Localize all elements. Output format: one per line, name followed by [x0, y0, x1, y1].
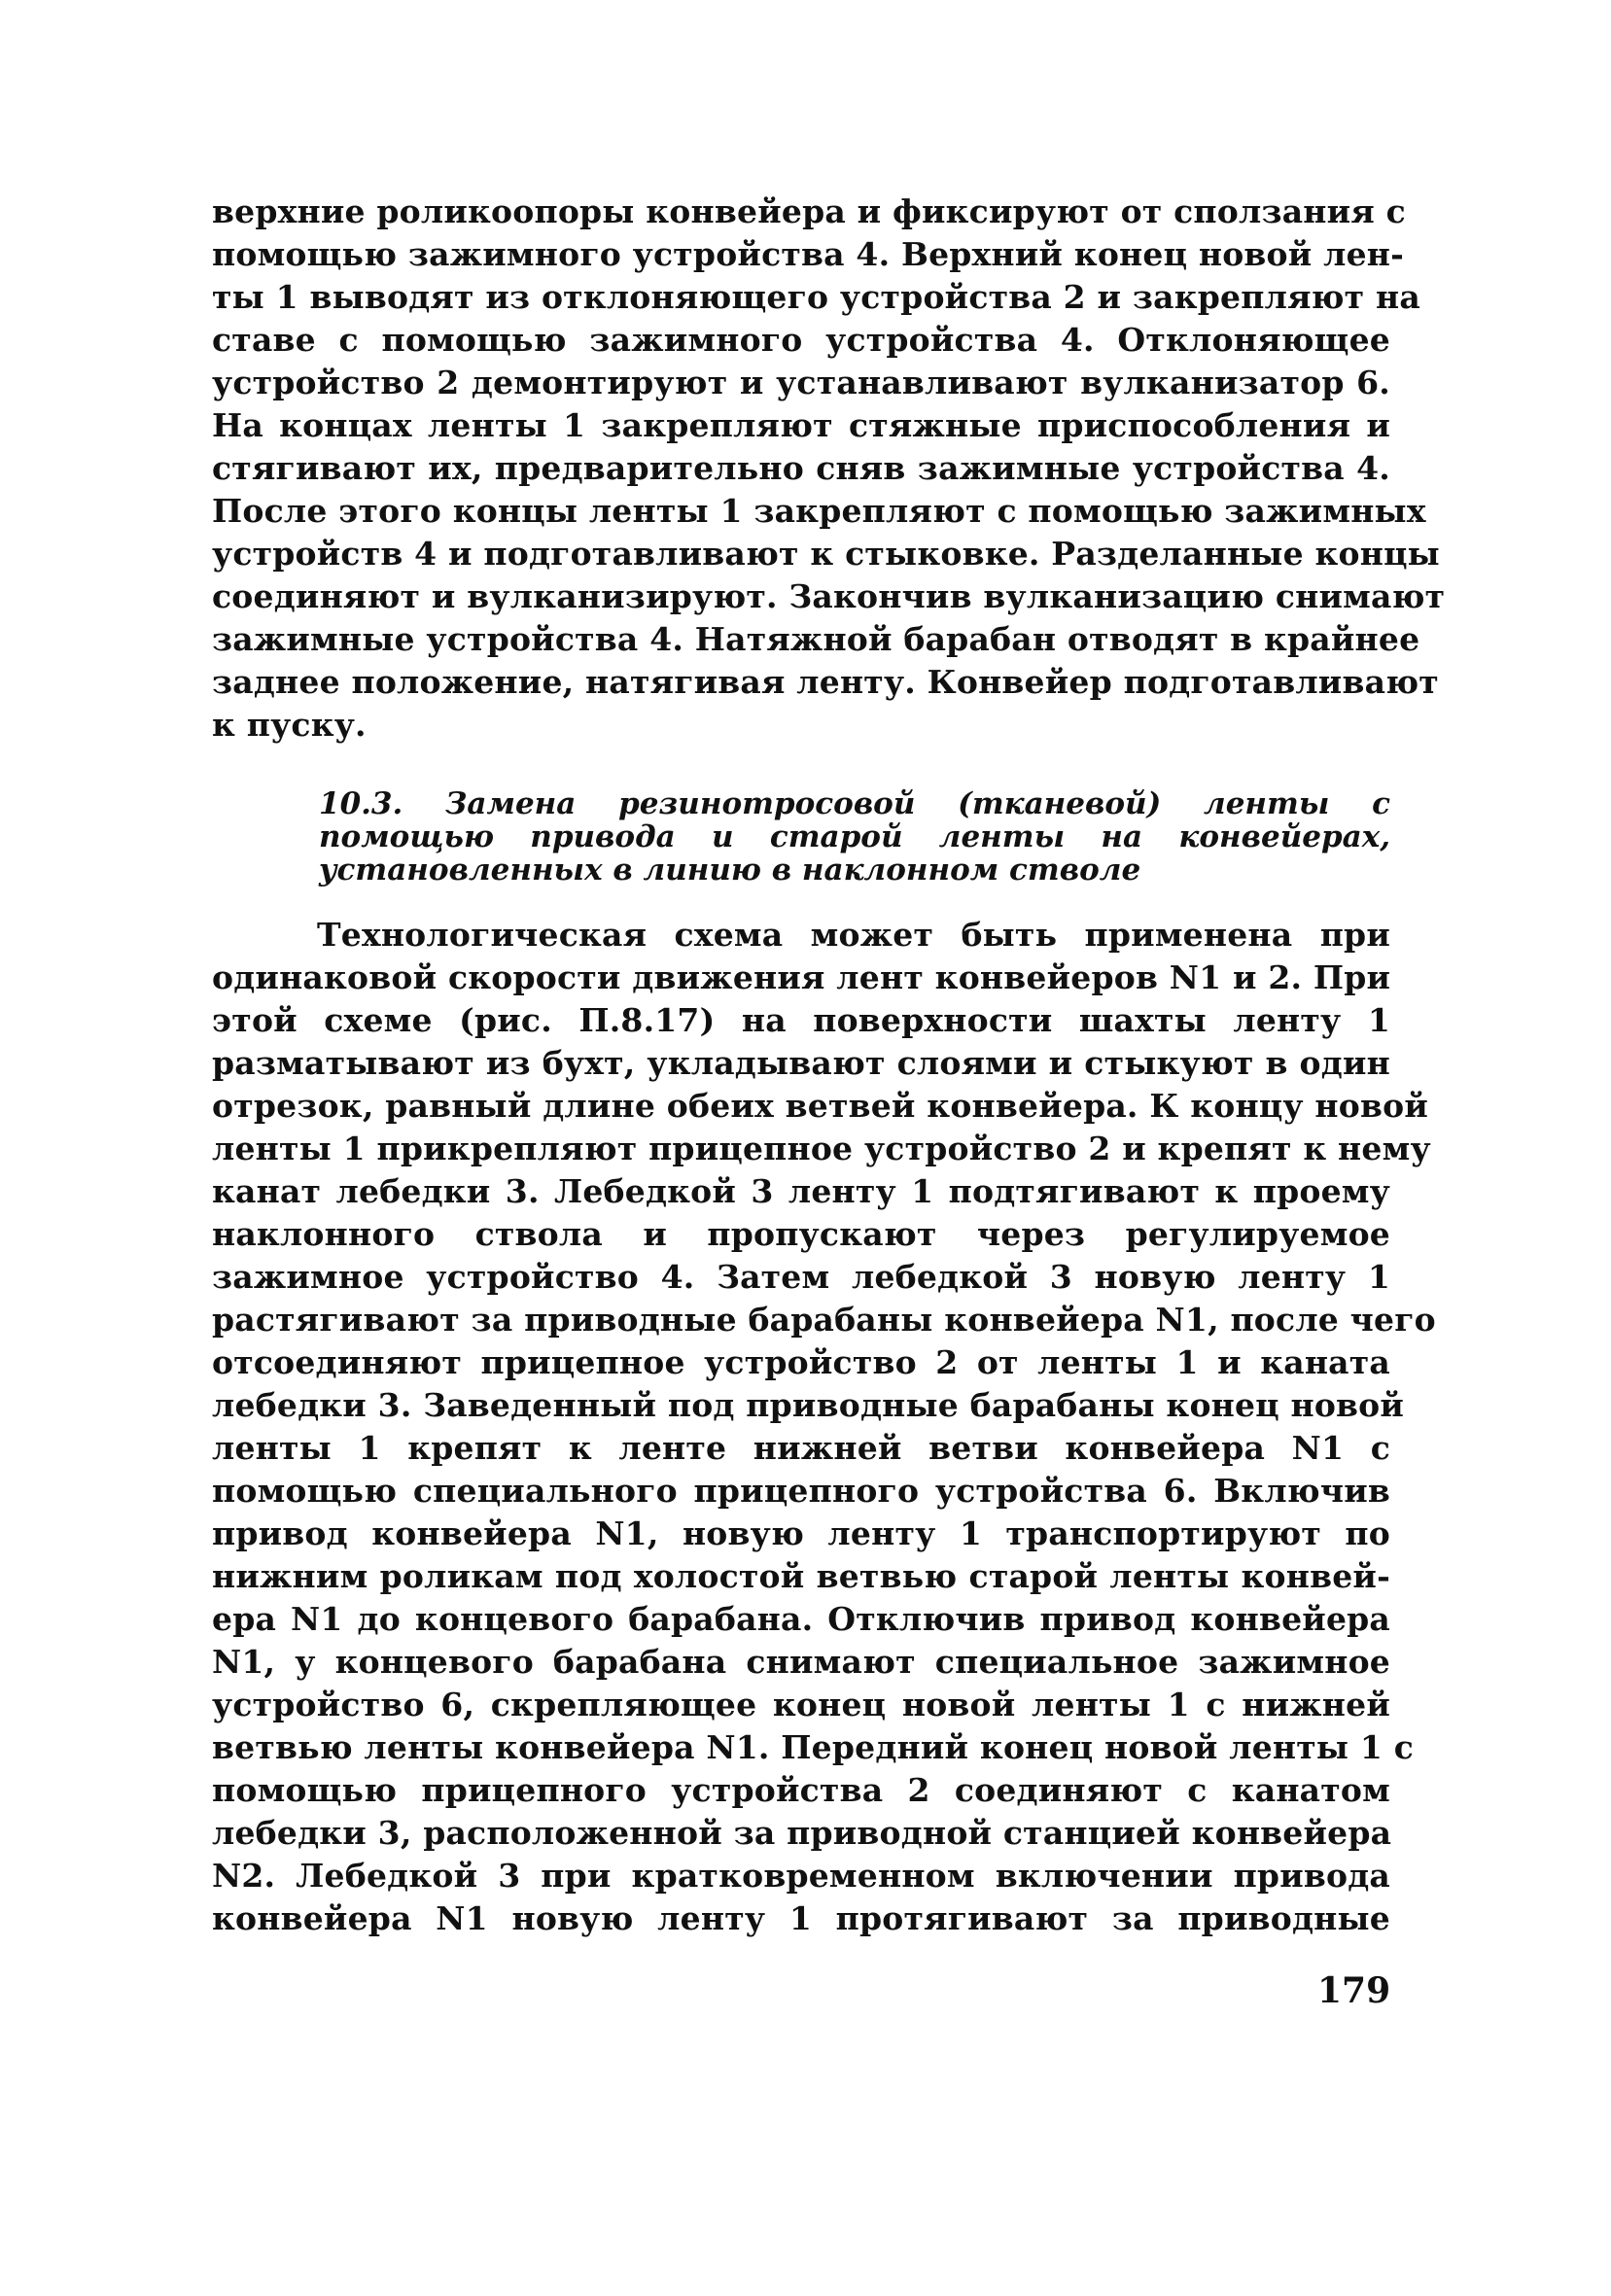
text-line: На концах ленты 1 закрепляют стяжные приспособления и — [212, 406, 1390, 444]
text-line: к пуску. — [212, 706, 367, 744]
page-number: 179 — [1317, 1970, 1391, 2011]
text-line: стягивают их, предварительно сняв зажимные устройства 4. — [212, 449, 1390, 487]
text-line: соединяют и вулканизируют. Закончив вулканизацию снимают — [212, 577, 1446, 615]
text-line: этой схеме (рис. П.8.17) на поверхности шахты ленту 1 — [212, 1001, 1390, 1039]
text-line: одинаковой скорости движения лент конвейеров N1 и 2. При — [212, 958, 1391, 996]
text-line: растягивают за приводные барабаны конвейера N1, после чего — [212, 1301, 1436, 1339]
text-line — [212, 914, 1390, 957]
text-line: наклонного ствола и пропускают через регулируемое — [212, 1215, 1390, 1253]
text-line: помощью специального прицепного устройства 6. Включив — [212, 1472, 1390, 1510]
text-line: ера N1 до концевого барабана. Отключив привод конвейера — [212, 1600, 1390, 1638]
text-line: разматывают из бухт, укладывают слоями и стыкуют в один — [212, 1044, 1390, 1082]
heading-line: помощью привода и старой ленты на конвейерах, — [319, 819, 1390, 854]
text-line: отсоединяют прицепное устройство 2 от ленты 1 и каната — [212, 1343, 1390, 1381]
paragraph-main — [212, 914, 1436, 1940]
text-line: конвейера N1 новую ленту 1 протягивают за приводные — [212, 1899, 1390, 1937]
text-line: ленты 1 прикрепляют прицепное устройство 2 и крепят к нему — [212, 1130, 1431, 1167]
text-line: заднее положение, натягивая ленту. Конвейер подготавливают — [212, 663, 1439, 701]
text-line: ленты 1 крепят к ленте нижней ветви конвейера N1 с — [212, 1429, 1390, 1467]
text-line: устройств 4 и подготавливают к стыковке. Разделанные концы — [212, 535, 1440, 573]
text-line: ты 1 выводят из отклоняющего устройства 2 и закрепляют на — [212, 278, 1420, 316]
text-line: помощью зажимного устройства 4. Верхний конец новой лен- — [212, 235, 1405, 273]
text-line: лебедки 3. Заведенный под приводные барабаны конец новой — [212, 1386, 1405, 1424]
heading-line: 10.3. Замена резинотросовой (тканевой) ленты с — [319, 786, 1390, 821]
text-line: верхние роликоопоры конвейера и фиксируют от сползания с — [212, 192, 1406, 230]
text-line: канат лебедки 3. Лебедкой 3 ленту 1 подтягивают к проему — [212, 1172, 1390, 1210]
text-line: ветвью ленты конвейера N1. Передний конец новой ленты 1 с — [212, 1728, 1415, 1766]
heading-line: установленных в линию в наклонном стволе — [319, 852, 1141, 887]
text-line: отрезок, равный длине обеих ветвей конвейера. К концу новой — [212, 1087, 1428, 1125]
text-line: лебедки 3, расположенной за приводной станцией конвейера — [212, 1814, 1392, 1852]
text-line: зажимное устройство 4. Затем лебедкой 3 новую ленту 1 — [212, 1258, 1390, 1296]
text-line: N1, у концевого барабана снимают специальное зажимное — [212, 1643, 1390, 1681]
paragraph-continued — [212, 191, 1446, 747]
section-heading — [319, 787, 1390, 887]
text-line: устройство 6, скрепляющее конец новой ленты 1 с нижней — [212, 1686, 1390, 1723]
text-line: привод конвейера N1, новую ленту 1 транспортируют по — [212, 1514, 1390, 1552]
text-line: зажимные устройства 4. Натяжной барабан отводят в крайнее — [212, 620, 1420, 658]
text-line: N2. Лебедкой 3 при кратковременном включении привода — [212, 1857, 1390, 1895]
text-line: нижним роликам под холостой ветвью старой ленты конвей- — [212, 1557, 1390, 1595]
text-line: помощью прицепного устройства 2 соединяют с канатом — [212, 1771, 1390, 1809]
text-line: ставе с помощью зажимного устройства 4. Отклоняющее — [212, 321, 1390, 359]
text-line: После этого концы ленты 1 закрепляют с помощью зажимных — [212, 492, 1426, 530]
text-line: устройство 2 демонтируют и устанавливают вулканизатор 6. — [212, 364, 1390, 401]
text-line-content: Технологическая схема может быть применена при — [317, 916, 1390, 954]
